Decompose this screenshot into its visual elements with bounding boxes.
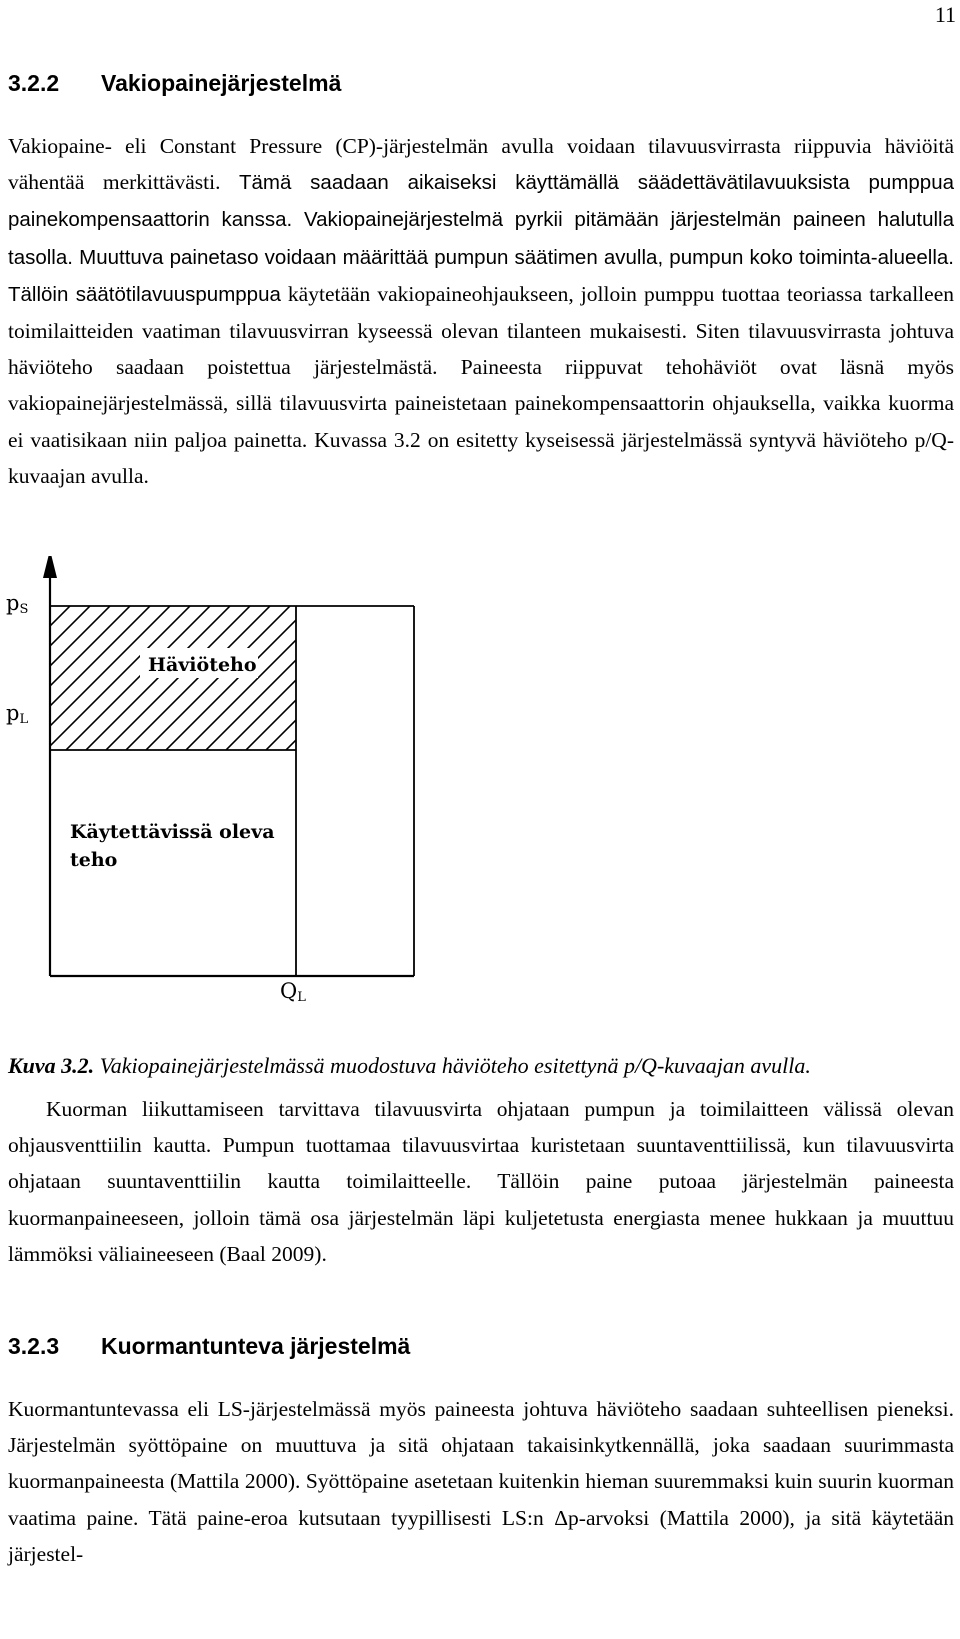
pq-diagram (0, 556, 500, 1056)
load-pressure-axis-label: pL (6, 701, 29, 727)
loss-power-label: Häviöteho (148, 654, 257, 676)
section-number: 3.2.3 (8, 1333, 60, 1359)
section-title: Kuormantunteva järjestelmä (101, 1333, 411, 1359)
load-flow-axis-label: QL (280, 979, 306, 1005)
delta-symbol: Δ (554, 1505, 569, 1530)
body-paragraph-1 (8, 128, 954, 494)
y-axis-arrow (43, 556, 57, 578)
page-number: 11 (934, 2, 956, 27)
paragraph-text-serif-2: käytetään vakiopaineohjaukseen, jolloin pumppu tuottaa teoriassa tarkalleen toimilaitteiden vaatiman tilavuusvirran kyseessä olevan tilanteen mukaisesti. Siten tilavuusvirrasta johtuva häviöteho saadaan poistettua järjestelmästä. Paineesta riippuvat tehohäviöt ovat läsnä myös vakiopainejärjestelmässä, sillä tilavuusvirta paineistetaan painekompensaattorin ohjauksella, vaikka kuorma ei vaatisikaan niin paljoa painetta. Kuvassa 3.2 on esitetty kyseisessä järjestelmässä syntyvä häviöteho p/Q-kuvaajan avulla. (8, 281, 954, 488)
section-heading-3-2-3 (8, 1333, 410, 1360)
figure-caption (8, 1052, 954, 1080)
paragraph-text-sans: Tämä saadaan aikaiseksi käyttämällä säädettävätilavuuksista pumppua painekompensaattorin kanssa. Vakiopainejärjestelmä pyrkii pitämään järjestelmän paineen halutulla tasolla. Muuttuva painetaso voidaan määrittää pumpun säätimen avulla, pumpun koko toiminta-alueella. Tällöin säätötilavuuspumppua (8, 171, 954, 306)
caption-label: Kuva 3.2. (8, 1053, 95, 1078)
paragraph-text-end: p-arvoksi (Mattila 2000), ja sitä käytetään järjestel- (8, 1505, 955, 1566)
paragraph-text: Kuormantuntevassa eli LS-järjestelmässä myös paineesta johtuva häviöteho saadaan suhteellisen pieneksi. Järjestelmän syöttöpaine on muuttuva ja sitä ohjataan takaisinkytkennällä, joka saadaan suurimmasta kuormanpaineesta (Mattila 2000). Syöttöpaine asetetaan kuitenkin hieman suuremmaksi kuin suurin kuorman vaatima paine. Tätä paine-eroa kutsutaan tyypillisesti LS:n (8, 1397, 954, 1530)
supply-pressure-axis-label: pS (6, 591, 29, 617)
paragraph-text-serif: Vakiopaine- eli Constant Pressure (CP)-järjestelmän avulla voidaan tilavuusvirrasta riippuvia häviöitä vähentää merkittävästi. (8, 134, 954, 195)
section-title: Vakiopainejärjestelmä (101, 70, 342, 96)
usable-power-label-line2: teho (70, 849, 118, 871)
body-paragraph-3 (8, 1391, 954, 1572)
body-paragraph-2: Kuorman liikuttamiseen tarvittava tilavuusvirta ohjataan pumpun ja toimilaitteen välissä olevan ohjausventtiilin kautta. Pumpun tuottamaa tilavuusvirtaa kuristetaan suuntaventtiilissä, kun tilavuusvirta ohjataan suuntaventtiilin kautta toimilaitteelle. Tällöin paine putoaa järjestelmän paineesta kuormanpaineeseen, jolloin tämä osa järjestelmän läpi kuljetetusta energiasta menee hukkaan ja muuttuu lämmöksi väliaineeseen (Baal 2009). (8, 1097, 954, 1266)
usable-power-label-line1: Käytettävissä oleva (70, 821, 275, 843)
section-heading-3-2-2 (8, 70, 341, 97)
section-number: 3.2.2 (8, 70, 60, 96)
caption-text: Vakiopainejärjestelmässä muodostuva häviöteho esitettynä p/Q-kuvaajan avulla. (94, 1053, 811, 1078)
